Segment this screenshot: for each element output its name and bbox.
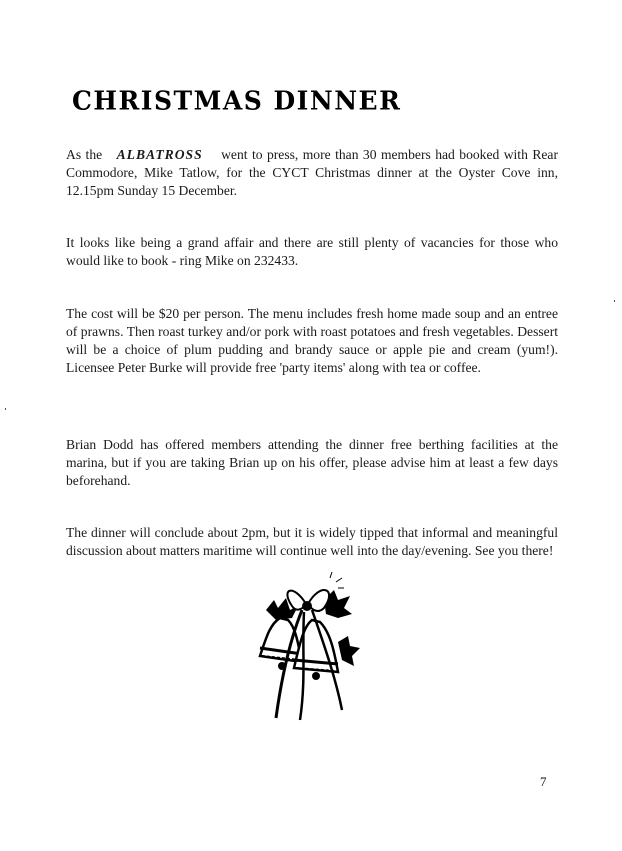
magazine-name: ALBATROSS [116, 147, 203, 162]
paragraph-closing: The dinner will conclude about 2pm, but it is widely tipped that informal and meaningful discussion about matters maritime will continue well into the day/evening. See you there! [66, 525, 558, 558]
intro-body: went to press, more than 30 members had booked with Rear Commodore, Mike Tatlow, for the CYCT Christmas dinner at the Oyster Cove inn, 12.15pm Sunday 15 December. [66, 147, 558, 198]
paragraph-booking: It looks like being a grand affair and there are still plenty of vacancies for those who would like to book - ring Mike on 232433. [66, 235, 558, 268]
christmas-bells-icon [246, 570, 366, 725]
paragraph-intro [66, 146, 558, 200]
scan-speck [614, 300, 615, 302]
intro-lead: As the [66, 147, 103, 162]
page-number: 7 [540, 774, 547, 789]
paragraph-berthing: Brian Dodd has offered members attending the dinner free berthing facilities at the marina, but if you are taking Brian up on his offer, please advise him at least a few days beforehand. [66, 437, 558, 488]
paragraph-menu: The cost will be $20 per person. The menu includes fresh home made soup and an entree of prawns. Then roast turkey and/or pork with roast potatoes and fresh vegetables. Dessert will be a choice of plum pudding and brandy sauce or apple pie and cream (yum!). Licensee Peter Burke will provide free 'party items' along with tea or coffee. [66, 306, 558, 375]
page-title: CHRISTMAS DINNER [72, 85, 402, 116]
scan-speck [5, 408, 6, 410]
